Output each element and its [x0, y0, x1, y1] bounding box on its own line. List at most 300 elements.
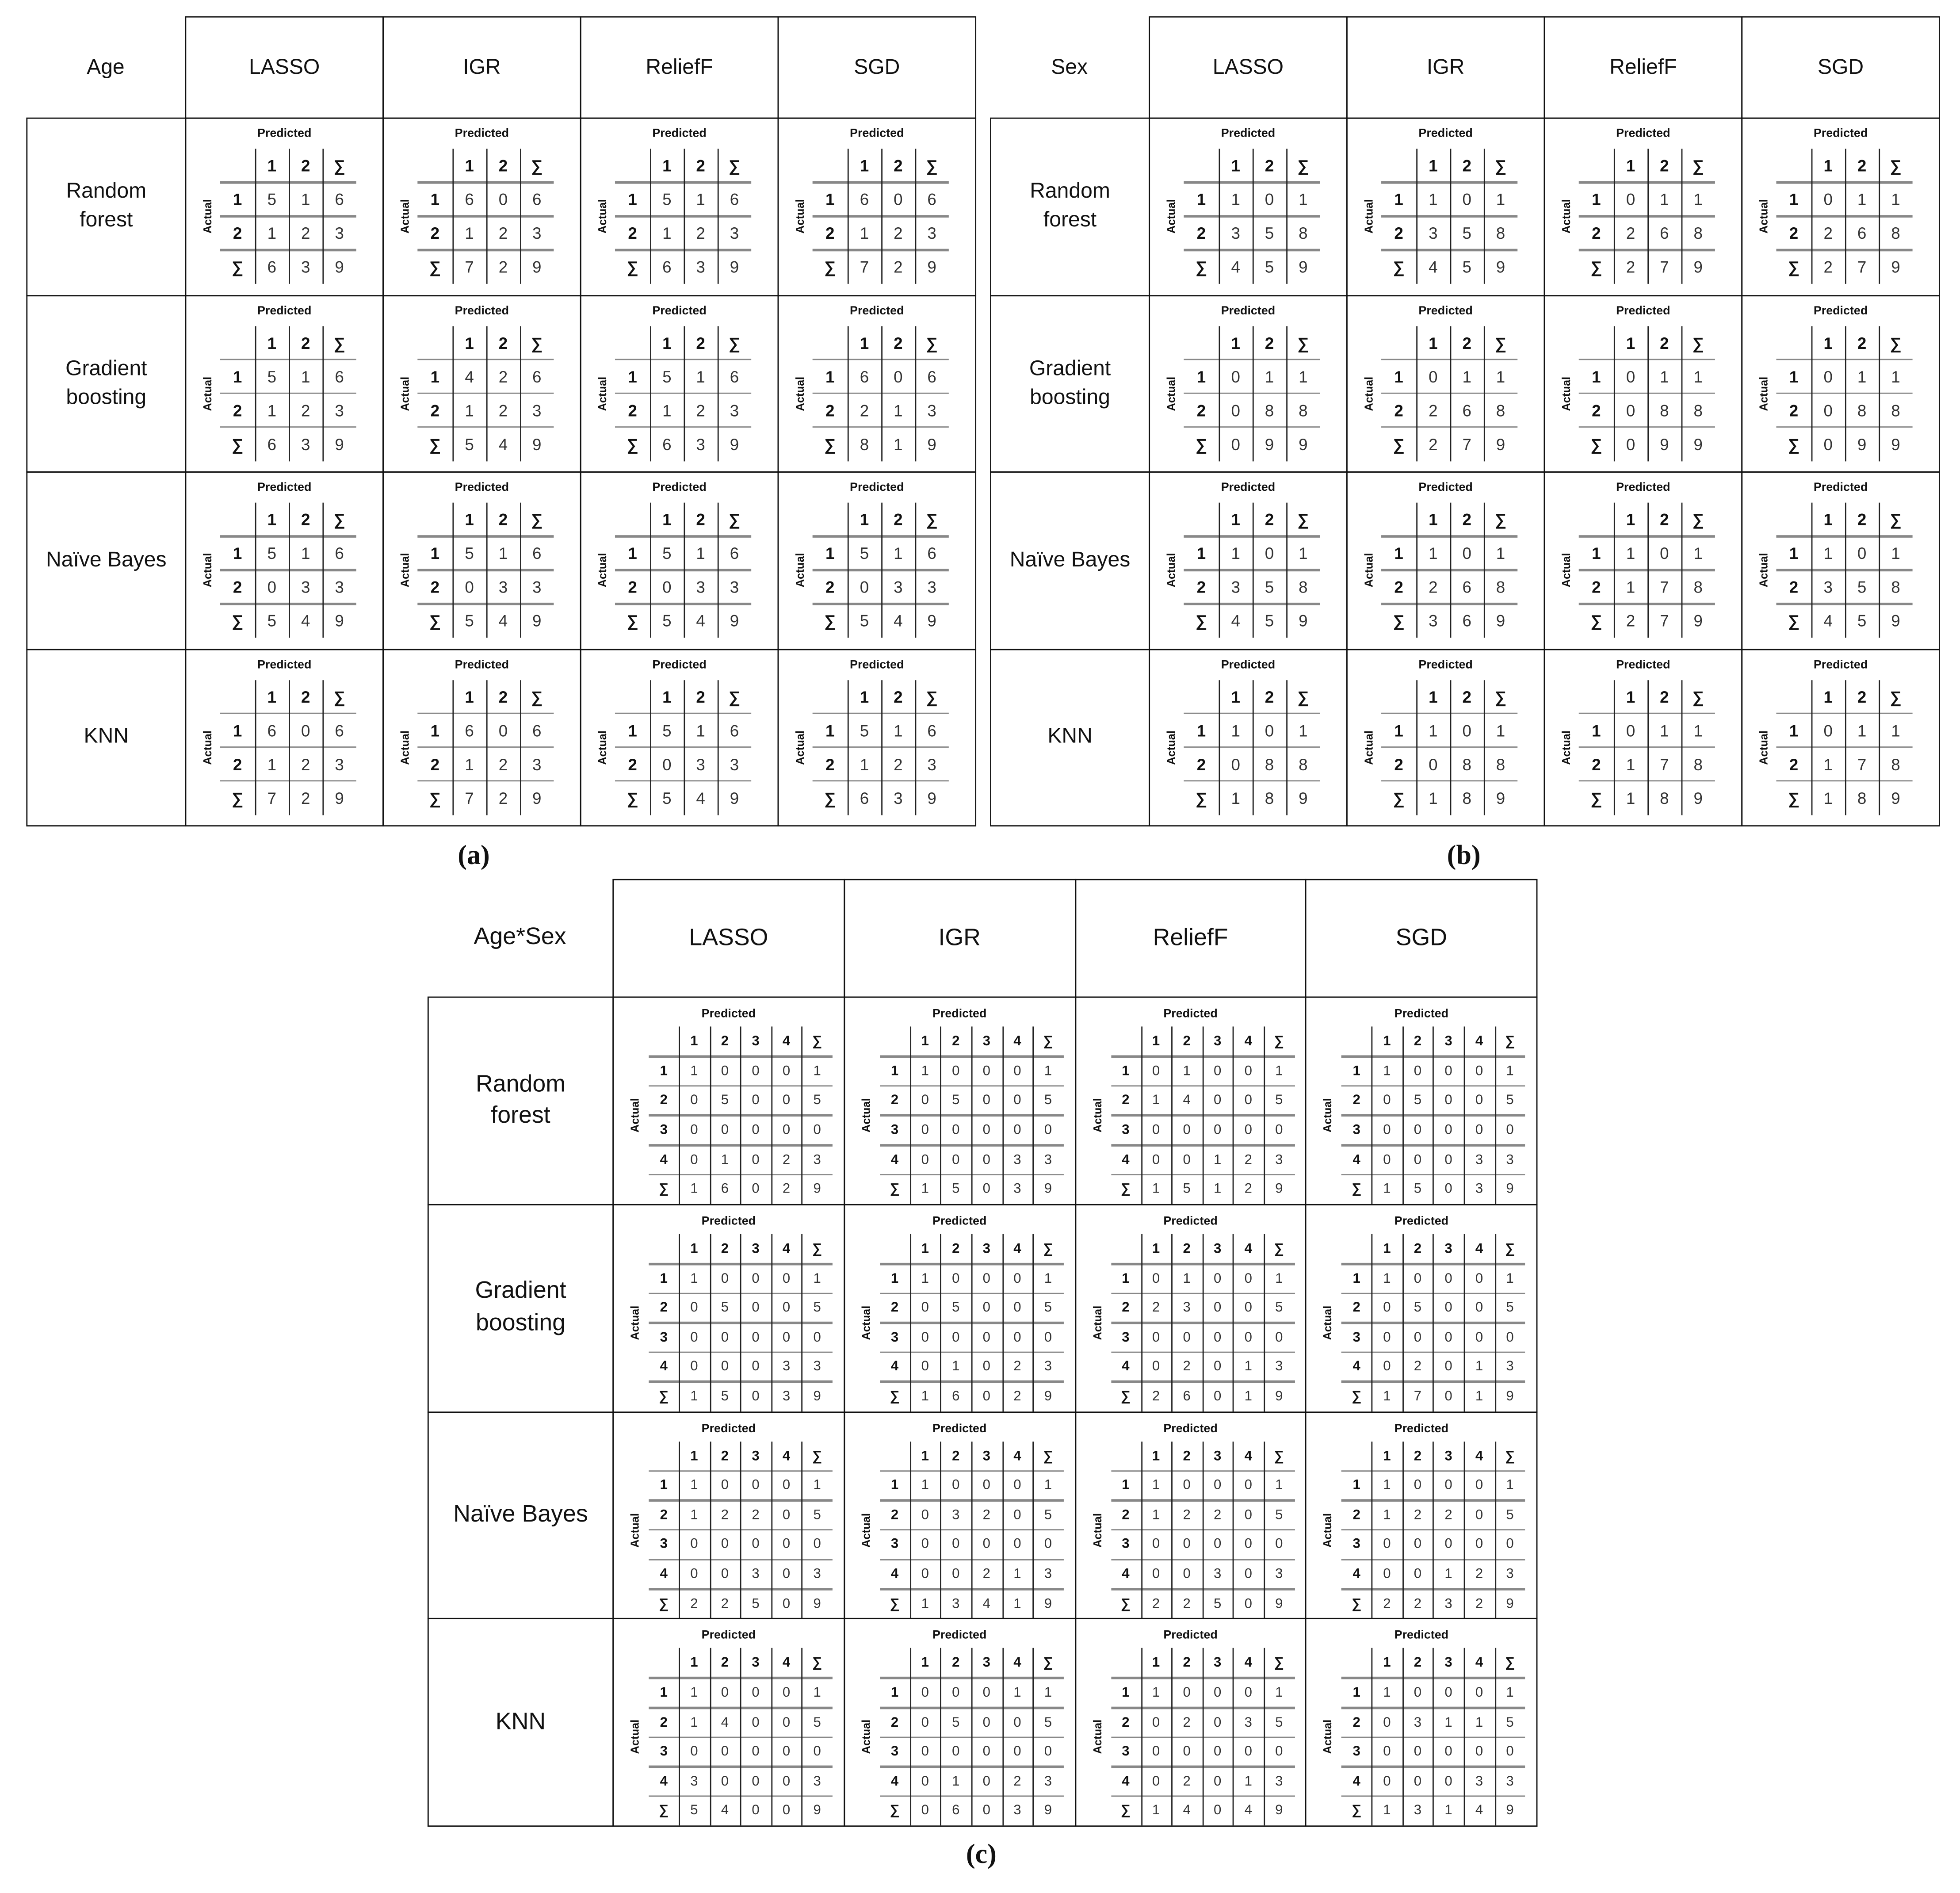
grid-line — [813, 712, 949, 715]
matrix-value: 0 — [1244, 1478, 1252, 1493]
matrix-value: 0 — [982, 1152, 990, 1167]
grid-line — [1647, 680, 1648, 815]
matrix-value: 0 — [1013, 1744, 1021, 1760]
grid-line — [971, 1234, 972, 1411]
predicted-class-header: 2 — [301, 687, 310, 706]
sum-row-header: ∑ — [429, 611, 441, 631]
actual-class-header: 1 — [1394, 544, 1403, 563]
matrix-value: 1 — [1265, 367, 1274, 386]
actual-class-header: 1 — [660, 1685, 668, 1701]
grid-line — [1381, 603, 1517, 605]
model-row-header — [428, 1618, 614, 1827]
predicted-class-header: 4 — [1475, 1656, 1483, 1671]
matrix-value: 9 — [927, 434, 936, 454]
predicted-class-header: 3 — [752, 1448, 760, 1464]
confusion-matrix — [1741, 471, 1940, 650]
matrix-value: 0 — [752, 1715, 760, 1730]
matrix-value: 3 — [1506, 1152, 1514, 1167]
matrix-value: 1 — [1383, 1271, 1391, 1286]
matrix-value: 0 — [982, 1685, 990, 1701]
matrix-value: 6 — [465, 721, 474, 740]
matrix-value: 3 — [335, 224, 344, 243]
matrix-value: 1 — [1383, 1803, 1391, 1819]
predicted-axis-label: Predicted — [1813, 127, 1868, 141]
matrix-value: 9 — [927, 257, 936, 276]
matrix-value: 1 — [1475, 1389, 1483, 1404]
matrix-value: 0 — [690, 1123, 698, 1138]
matrix-value: 1 — [1231, 788, 1240, 807]
matrix-value: 1 — [690, 1507, 698, 1523]
matrix-value: 6 — [662, 257, 672, 276]
matrix-value: 0 — [1475, 1744, 1483, 1760]
matrix-value: 0 — [1213, 1803, 1222, 1819]
predicted-axis-label: Predicted — [257, 481, 312, 495]
matrix-value: 0 — [782, 1507, 791, 1523]
sum-row-header: ∑ — [824, 788, 836, 807]
grid-line — [1776, 182, 1912, 184]
model-name: KNN — [84, 724, 129, 748]
sum-row-header: ∑ — [627, 257, 638, 276]
matrix-value: 0 — [1444, 1744, 1452, 1760]
actual-class-header: 1 — [628, 544, 637, 563]
matrix-value: 0 — [1383, 1330, 1391, 1345]
grid-line — [255, 503, 256, 638]
sum-header: ∑ — [1692, 510, 1704, 529]
predicted-class-header: 1 — [1231, 156, 1240, 175]
actual-class-header: 2 — [628, 754, 637, 773]
predicted-class-header: 2 — [721, 1034, 729, 1049]
matrix-value: 0 — [1414, 1478, 1422, 1493]
grid-line — [915, 503, 916, 638]
matrix-value: 3 — [1044, 1152, 1052, 1167]
matrix-value: 2 — [1013, 1389, 1021, 1404]
matrix-value: 1 — [1475, 1359, 1483, 1375]
matrix-value: 0 — [1213, 1123, 1222, 1138]
method-header-sgd: SGD — [778, 16, 977, 119]
matrix-value: 2 — [301, 788, 310, 807]
matrix-value: 0 — [1213, 1537, 1222, 1553]
matrix-value: 3 — [894, 577, 903, 597]
matrix-value: 5 — [1044, 1300, 1052, 1316]
matrix-value: 3 — [532, 754, 542, 773]
actual-axis-label: Actual — [398, 730, 412, 765]
predicted-class-header: 1 — [860, 156, 869, 175]
sum-header: ∑ — [1692, 333, 1704, 352]
grid-line — [1776, 603, 1912, 605]
matrix-value: 0 — [1383, 1359, 1391, 1375]
grid-line — [1464, 1441, 1465, 1619]
matrix-value: 0 — [752, 1182, 760, 1197]
matrix-value: 5 — [952, 1093, 960, 1109]
matrix-value: 2 — [1475, 1567, 1483, 1582]
matrix-value: 8 — [1693, 754, 1703, 773]
matrix-value: 9 — [730, 788, 739, 807]
matrix-value: 1 — [1506, 1271, 1514, 1286]
matrix-value: 4 — [696, 611, 705, 631]
matrix-value: 0 — [1183, 1152, 1191, 1167]
matrix-value: 1 — [813, 1063, 821, 1079]
predicted-class-header: 2 — [721, 1656, 729, 1671]
predicted-axis-label: Predicted — [1221, 127, 1276, 141]
predicted-axis-label: Predicted — [1418, 304, 1473, 318]
matrix-value: 2 — [498, 224, 508, 243]
predicted-class-header: 1 — [1429, 156, 1438, 175]
grid-line — [1579, 392, 1715, 394]
sum-header: ∑ — [1297, 687, 1309, 706]
predicted-class-header: 1 — [267, 687, 277, 706]
predicted-class-header: 2 — [1183, 1034, 1191, 1049]
grid-line — [1286, 326, 1287, 461]
sum-row-header: ∑ — [429, 434, 441, 454]
matrix-value: 3 — [1231, 577, 1240, 597]
actual-axis-label: Actual — [860, 1305, 872, 1340]
matrix-value: 9 — [730, 257, 739, 276]
confusion-matrix — [1346, 118, 1545, 296]
grid-line — [417, 426, 554, 428]
matrix-value: 8 — [1265, 788, 1274, 807]
panel-caption: (c) — [966, 1838, 997, 1870]
sum-header: ∑ — [1274, 1241, 1284, 1257]
grid-line — [452, 149, 453, 283]
sum-header: ∑ — [531, 156, 543, 175]
matrix-value: 2 — [301, 401, 310, 420]
actual-axis-label: Actual — [1362, 553, 1375, 588]
grid-line — [417, 603, 554, 605]
matrix-value: 0 — [782, 1271, 791, 1286]
matrix-value: 0 — [1183, 1685, 1191, 1701]
confusion-matrix — [185, 118, 384, 296]
actual-axis-label: Actual — [1165, 730, 1178, 765]
confusion-matrix — [1346, 294, 1545, 473]
actual-class-header: 2 — [825, 224, 835, 243]
grid-line — [417, 215, 554, 218]
actual-class-header: 4 — [890, 1152, 899, 1167]
matrix-value: 0 — [1626, 190, 1635, 209]
grid-line — [1202, 1648, 1203, 1826]
sum-header: ∑ — [1890, 156, 1902, 175]
matrix-value: 0 — [982, 1744, 990, 1760]
actual-class-header: 2 — [1592, 401, 1601, 420]
grid-line — [1184, 215, 1320, 218]
matrix-value: 0 — [1244, 1507, 1252, 1523]
grid-line — [1579, 603, 1715, 605]
grid-line — [417, 535, 554, 538]
actual-class-header: 1 — [1353, 1478, 1360, 1493]
sum-header: ∑ — [812, 1448, 822, 1464]
predicted-class-header: 2 — [1265, 156, 1274, 175]
matrix-value: 2 — [721, 1596, 729, 1611]
predicted-class-header: 1 — [465, 687, 474, 706]
actual-class-header: 4 — [890, 1567, 899, 1582]
grid-line — [1464, 1648, 1465, 1826]
actual-class-header: 3 — [890, 1744, 899, 1760]
sum-header: ∑ — [531, 510, 543, 529]
predicted-class-header: 3 — [1213, 1241, 1222, 1257]
grid-line — [1033, 1441, 1034, 1619]
matrix-value: 0 — [1213, 1774, 1222, 1789]
actual-class-header: 4 — [660, 1567, 668, 1582]
matrix-value: 0 — [1383, 1123, 1391, 1138]
panel-b — [990, 16, 1939, 825]
confusion-matrix — [185, 648, 384, 826]
sum-header: ∑ — [728, 510, 741, 529]
matrix-value: 0 — [752, 1330, 760, 1345]
actual-axis-label: Actual — [596, 376, 609, 411]
matrix-value: 1 — [1660, 721, 1669, 740]
matrix-value: 1 — [952, 1359, 960, 1375]
matrix-value: 9 — [1693, 788, 1703, 807]
grid-line — [220, 780, 356, 782]
matrix-value: 5 — [662, 544, 672, 563]
matrix-value: 0 — [752, 1359, 760, 1375]
matrix-value: 0 — [721, 1123, 729, 1138]
confusion-matrix — [778, 294, 977, 473]
matrix-value: 1 — [1275, 1063, 1283, 1079]
predicted-class-header: 3 — [752, 1656, 760, 1671]
grid-line — [1264, 1441, 1265, 1619]
predicted-axis-label: Predicted — [455, 658, 509, 672]
matrix-value: 3 — [813, 1774, 821, 1789]
matrix-value: 0 — [782, 1478, 791, 1493]
grid-line — [1219, 680, 1220, 815]
confusion-matrix — [844, 997, 1076, 1205]
grid-line — [971, 1441, 972, 1619]
matrix-value: 0 — [782, 1803, 791, 1819]
sum-header: ∑ — [531, 333, 543, 352]
grid-line — [520, 326, 521, 461]
grid-line — [1681, 503, 1682, 638]
predicted-class-header: 2 — [1265, 510, 1274, 529]
matrix-value: 6 — [927, 190, 936, 209]
grid-line — [1776, 392, 1912, 394]
grid-line — [1141, 1026, 1142, 1204]
matrix-value: 2 — [1183, 1715, 1191, 1730]
matrix-value: 3 — [532, 224, 542, 243]
predicted-axis-label: Predicted — [1163, 1214, 1218, 1228]
grid-line — [1433, 1648, 1434, 1826]
matrix-value: 5 — [465, 611, 474, 631]
grid-line — [1184, 359, 1320, 361]
method-header-igr: IGR — [844, 879, 1076, 998]
matrix-value: 3 — [1414, 1715, 1422, 1730]
grid-line — [909, 1648, 910, 1826]
matrix-value: 5 — [1275, 1715, 1283, 1730]
matrix-value: 3 — [813, 1567, 821, 1582]
matrix-value: 5 — [1857, 611, 1867, 631]
predicted-class-header: 2 — [1414, 1241, 1422, 1257]
actual-class-header: 2 — [660, 1507, 668, 1523]
predicted-class-header: 4 — [1244, 1241, 1252, 1257]
grid-line — [1647, 149, 1648, 283]
actual-class-header: 1 — [233, 721, 242, 740]
matrix-value: 0 — [1213, 1744, 1222, 1760]
matrix-value: 0 — [752, 1478, 760, 1493]
matrix-value: 0 — [1823, 401, 1833, 420]
grid-line — [909, 1234, 910, 1411]
matrix-value: 0 — [690, 1093, 698, 1109]
predicted-class-header: 2 — [721, 1448, 729, 1464]
matrix-value: 9 — [335, 434, 344, 454]
grid-line — [289, 503, 290, 638]
predicted-class-header: 1 — [1429, 333, 1438, 352]
matrix-value: 0 — [782, 1300, 791, 1316]
matrix-value: 1 — [1183, 1271, 1191, 1286]
predicted-class-header: 4 — [1013, 1034, 1021, 1049]
matrix-value: 9 — [532, 788, 542, 807]
matrix-value: 2 — [782, 1152, 791, 1167]
predicted-class-header: 1 — [1823, 156, 1833, 175]
predicted-class-header: 4 — [782, 1241, 791, 1257]
predicted-class-header: 2 — [894, 156, 903, 175]
actual-class-header: 4 — [660, 1152, 668, 1167]
matrix-value: 3 — [1475, 1182, 1483, 1197]
matrix-value: 8 — [1462, 788, 1471, 807]
matrix-value: 5 — [1265, 257, 1274, 276]
matrix-value: 2 — [498, 401, 508, 420]
actual-class-header: 2 — [660, 1715, 668, 1730]
predicted-class-header: 1 — [662, 687, 672, 706]
actual-axis-label: Actual — [629, 1305, 642, 1340]
predicted-class-header: 2 — [498, 510, 508, 529]
sum-row-header: ∑ — [1352, 1803, 1362, 1819]
predicted-class-header: 3 — [1444, 1656, 1452, 1671]
matrix-value: 3 — [1506, 1567, 1514, 1582]
matrix-value: 8 — [1496, 577, 1505, 597]
grid-line — [1184, 569, 1320, 571]
grid-line — [417, 746, 554, 748]
grid-line — [615, 359, 751, 361]
matrix-value: 0 — [721, 1567, 729, 1582]
matrix-value: 0 — [752, 1271, 760, 1286]
actual-class-header: 2 — [1592, 224, 1601, 243]
matrix-value: 1 — [1626, 788, 1635, 807]
sum-row-header: ∑ — [890, 1803, 900, 1819]
matrix-value: 1 — [1444, 1567, 1452, 1582]
confusion-matrix — [382, 648, 581, 826]
grid-line — [255, 149, 256, 283]
grid-line — [1402, 1234, 1403, 1411]
matrix-value: 0 — [721, 1330, 729, 1345]
matrix-value: 2 — [1429, 434, 1438, 454]
matrix-value: 6 — [335, 190, 344, 209]
matrix-value: 1 — [1857, 367, 1867, 386]
grid-line — [1579, 426, 1715, 428]
actual-class-header: 2 — [628, 401, 637, 420]
grid-line — [881, 326, 882, 461]
actual-class-header: 3 — [890, 1330, 899, 1345]
grid-line — [909, 1441, 910, 1619]
actual-class-header: 1 — [1196, 190, 1206, 209]
predicted-class-header: 1 — [1823, 333, 1833, 352]
matrix-value: 9 — [927, 788, 936, 807]
matrix-value: 1 — [894, 544, 903, 563]
grid-line — [1681, 326, 1682, 461]
actual-class-header: 4 — [1353, 1152, 1360, 1167]
matrix-value: 0 — [1183, 1537, 1191, 1553]
grid-line — [1286, 503, 1287, 638]
grid-line — [1494, 1234, 1495, 1411]
actual-axis-label: Actual — [794, 199, 806, 234]
grid-line — [1219, 326, 1220, 461]
actual-class-header: 1 — [1353, 1063, 1360, 1079]
matrix-value: 6 — [860, 190, 869, 209]
matrix-value: 6 — [267, 434, 277, 454]
matrix-value: 3 — [1213, 1567, 1222, 1582]
matrix-value: 1 — [1444, 1715, 1452, 1730]
matrix-value: 0 — [813, 1537, 821, 1553]
matrix-value: 3 — [952, 1596, 960, 1611]
actual-class-header: 1 — [430, 367, 440, 386]
confusion-matrix — [1074, 997, 1307, 1205]
matrix-value: 0 — [1152, 1330, 1160, 1345]
confusion-matrix — [1074, 1411, 1307, 1620]
confusion-matrix — [1149, 118, 1348, 296]
predicted-class-header: 3 — [982, 1656, 990, 1671]
grid-line — [915, 326, 916, 461]
predicted-axis-label: Predicted — [1813, 658, 1868, 672]
matrix-value: 3 — [730, 224, 739, 243]
actual-class-header: 2 — [430, 401, 440, 420]
matrix-value: 6 — [721, 1182, 729, 1197]
matrix-value: 4 — [498, 434, 508, 454]
grid-line — [940, 1234, 941, 1411]
grid-line — [289, 326, 290, 461]
matrix-value: 3 — [1013, 1803, 1021, 1819]
predicted-class-header: 3 — [1213, 1448, 1222, 1464]
matrix-value: 0 — [1244, 1596, 1252, 1611]
matrix-value: 8 — [1496, 754, 1505, 773]
matrix-value: 0 — [1265, 721, 1274, 740]
matrix-value: 2 — [1244, 1152, 1252, 1167]
matrix-value: 1 — [1013, 1685, 1021, 1701]
matrix-value: 4 — [1244, 1803, 1252, 1819]
sum-header: ∑ — [1505, 1656, 1515, 1671]
predicted-class-header: 2 — [952, 1034, 960, 1049]
matrix-value: 5 — [813, 1507, 821, 1523]
matrix-value: 9 — [1891, 434, 1900, 454]
confusion-matrix — [844, 1204, 1076, 1412]
matrix-value: 1 — [301, 190, 310, 209]
predicted-axis-label: Predicted — [1394, 1214, 1449, 1228]
matrix-value: 3 — [1013, 1152, 1021, 1167]
actual-class-header: 1 — [660, 1271, 668, 1286]
grid-line — [771, 1234, 772, 1411]
matrix-value: 0 — [1414, 1537, 1422, 1553]
predicted-class-header: 1 — [662, 156, 672, 175]
predicted-class-header: 2 — [1265, 333, 1274, 352]
matrix-value: 3 — [335, 401, 344, 420]
grid-line — [615, 535, 751, 538]
matrix-value: 8 — [1857, 788, 1867, 807]
matrix-value: 5 — [662, 611, 672, 631]
matrix-value: 0 — [752, 1123, 760, 1138]
grid-line — [615, 569, 751, 571]
sum-row-header: ∑ — [1393, 257, 1405, 276]
matrix-value: 0 — [894, 190, 903, 209]
matrix-value: 9 — [1275, 1596, 1283, 1611]
grid-line — [1002, 1234, 1003, 1411]
predicted-class-header: 1 — [860, 333, 869, 352]
matrix-value: 0 — [1429, 367, 1438, 386]
matrix-value: 1 — [1475, 1715, 1483, 1730]
grid-line — [909, 1026, 910, 1204]
matrix-value: 2 — [301, 754, 310, 773]
matrix-value: 3 — [1275, 1567, 1283, 1582]
actual-axis-label: Actual — [398, 199, 412, 234]
matrix-value: 0 — [1444, 1330, 1452, 1345]
actual-axis-label: Actual — [794, 376, 806, 411]
matrix-value: 3 — [730, 754, 739, 773]
